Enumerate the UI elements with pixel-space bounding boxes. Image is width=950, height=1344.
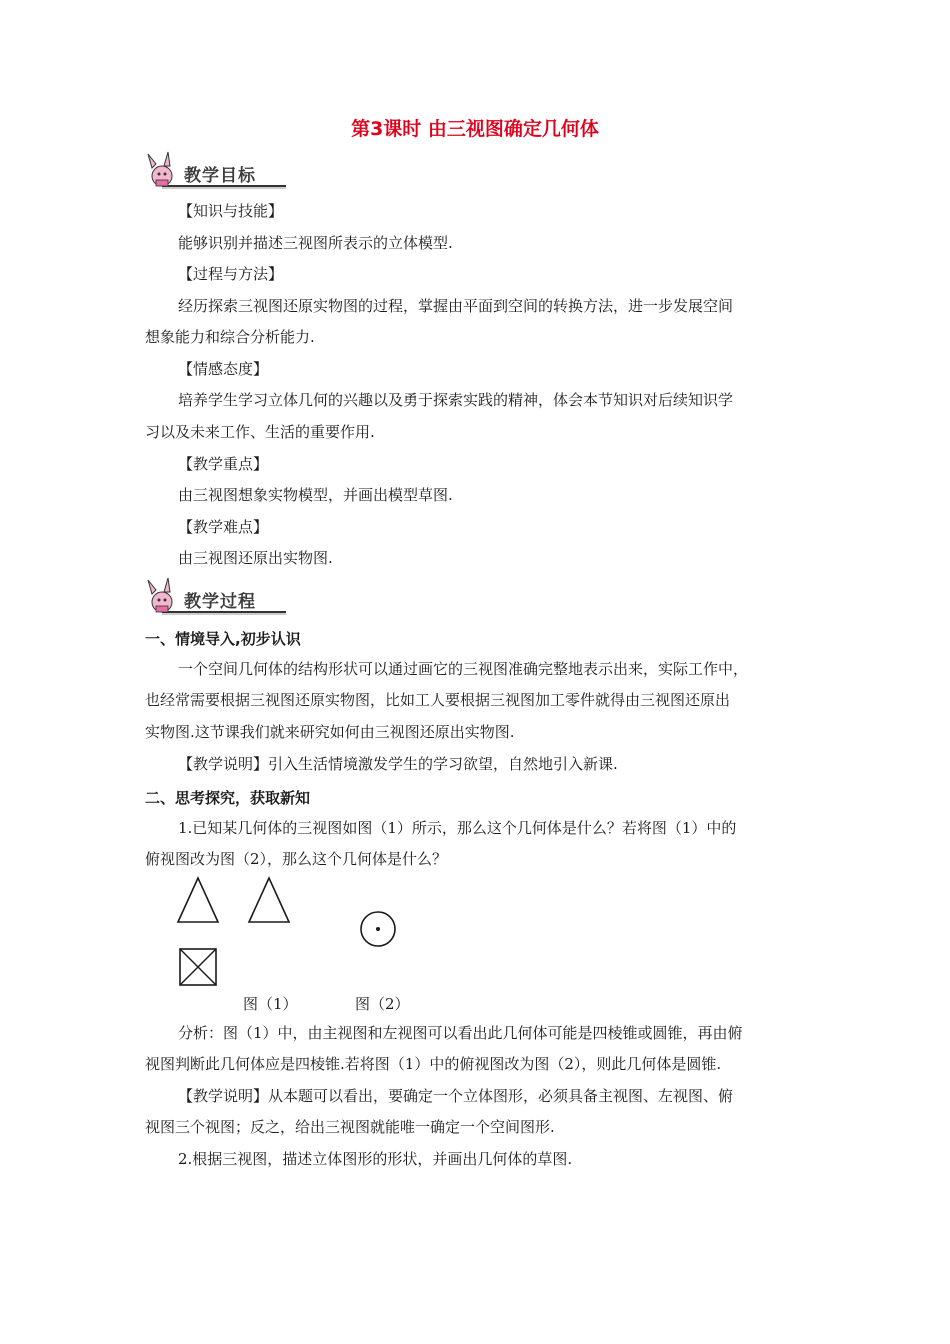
part1-heading: 一、情境导入,初步认识 [145,630,301,648]
section-banner-label: 教学过程 [184,592,256,612]
three-view-figures [170,870,430,995]
top-view-square-with-diagonals [180,949,216,985]
analysis-line2: 视图判断此几何体应是四棱锥.若将图（1）中的俯视图改为图（2），则此几何体是圆锥. [145,1055,722,1073]
process-text-line1: 经历探索三视图还原实物图的过程，掌握由平面到空间的转换方法，进一步发展空间 [178,297,734,315]
part1-text-line1: 一个空间几何体的结构形状可以通过画它的三视图准确完整地表示出来，实际工作中， [178,660,749,678]
difficulty-text: 由三视图还原出实物图. [178,549,333,567]
question1-line2: 俯视图改为图（2），那么这个几何体是什么？ [145,850,448,868]
part1-teaching-note: 【教学说明】引入生活情境激发学生的学习欲望，自然地引入新课. [178,755,618,773]
part1-text-line2: 也经常需要根据三视图还原实物图，比如工人要根据三视图加工零件就得由三视图还原出 [145,691,731,709]
emotion-text-line1: 培养学生学习立体几何的兴趣以及勇于探索实践的精神，体会本节知识对后续知识学 [178,391,734,409]
key-point-text: 由三视图想象实物模型，并画出模型草图. [178,486,453,504]
question2: 2.根据三视图，描述立体图形的形状，并画出几何体的草图. [178,1150,573,1168]
question1-line1: 1.已知某几何体的三视图如图（1）所示，那么这个几何体是什么？若将图（1）中的 [178,819,737,837]
process-heading: 【过程与方法】 [178,265,284,283]
figure1-caption: 图（1） [243,995,298,1013]
key-point-heading: 【教学重点】 [178,455,269,473]
knowledge-text: 能够识别并描述三视图所表示的立体模型. [178,234,453,252]
figure2-caption: 图（2） [355,995,410,1013]
section-banner-label: 教学目标 [184,166,256,186]
part2-teaching-note-line1: 【教学说明】从本题可以看出，要确定一个立体图形，必须具备主视图、左视图、俯 [178,1087,734,1105]
section-banner-goals [142,150,288,190]
emotion-heading: 【情感态度】 [178,360,269,378]
front-view-triangle [178,878,218,922]
side-view-triangle [249,878,289,922]
difficulty-heading: 【教学难点】 [178,518,269,536]
analysis-line1: 分析：图（1）中，由主视图和左视图可以看出此几何体可能是四棱锥或圆锥，再由俯 [178,1024,743,1042]
process-text-line2: 想象能力和综合分析能力. [145,328,315,346]
top-view-circle-with-center [361,912,395,946]
emotion-text-line2: 习以及未来工作、生活的重要作用. [145,423,375,441]
page-title: 第3课时 由三视图确定几何体 [351,118,599,140]
knowledge-heading: 【知识与技能】 [178,202,284,220]
part2-heading: 二、思考探究，获取新知 [145,789,311,807]
part1-text-line3: 实物图.这节课我们就来研究如何由三视图还原出实物图. [145,723,515,741]
part2-teaching-note-line2: 视图三个视图；反之，给出三视图就能唯一确定一个空间图形. [145,1118,555,1136]
section-banner-process [142,576,288,616]
